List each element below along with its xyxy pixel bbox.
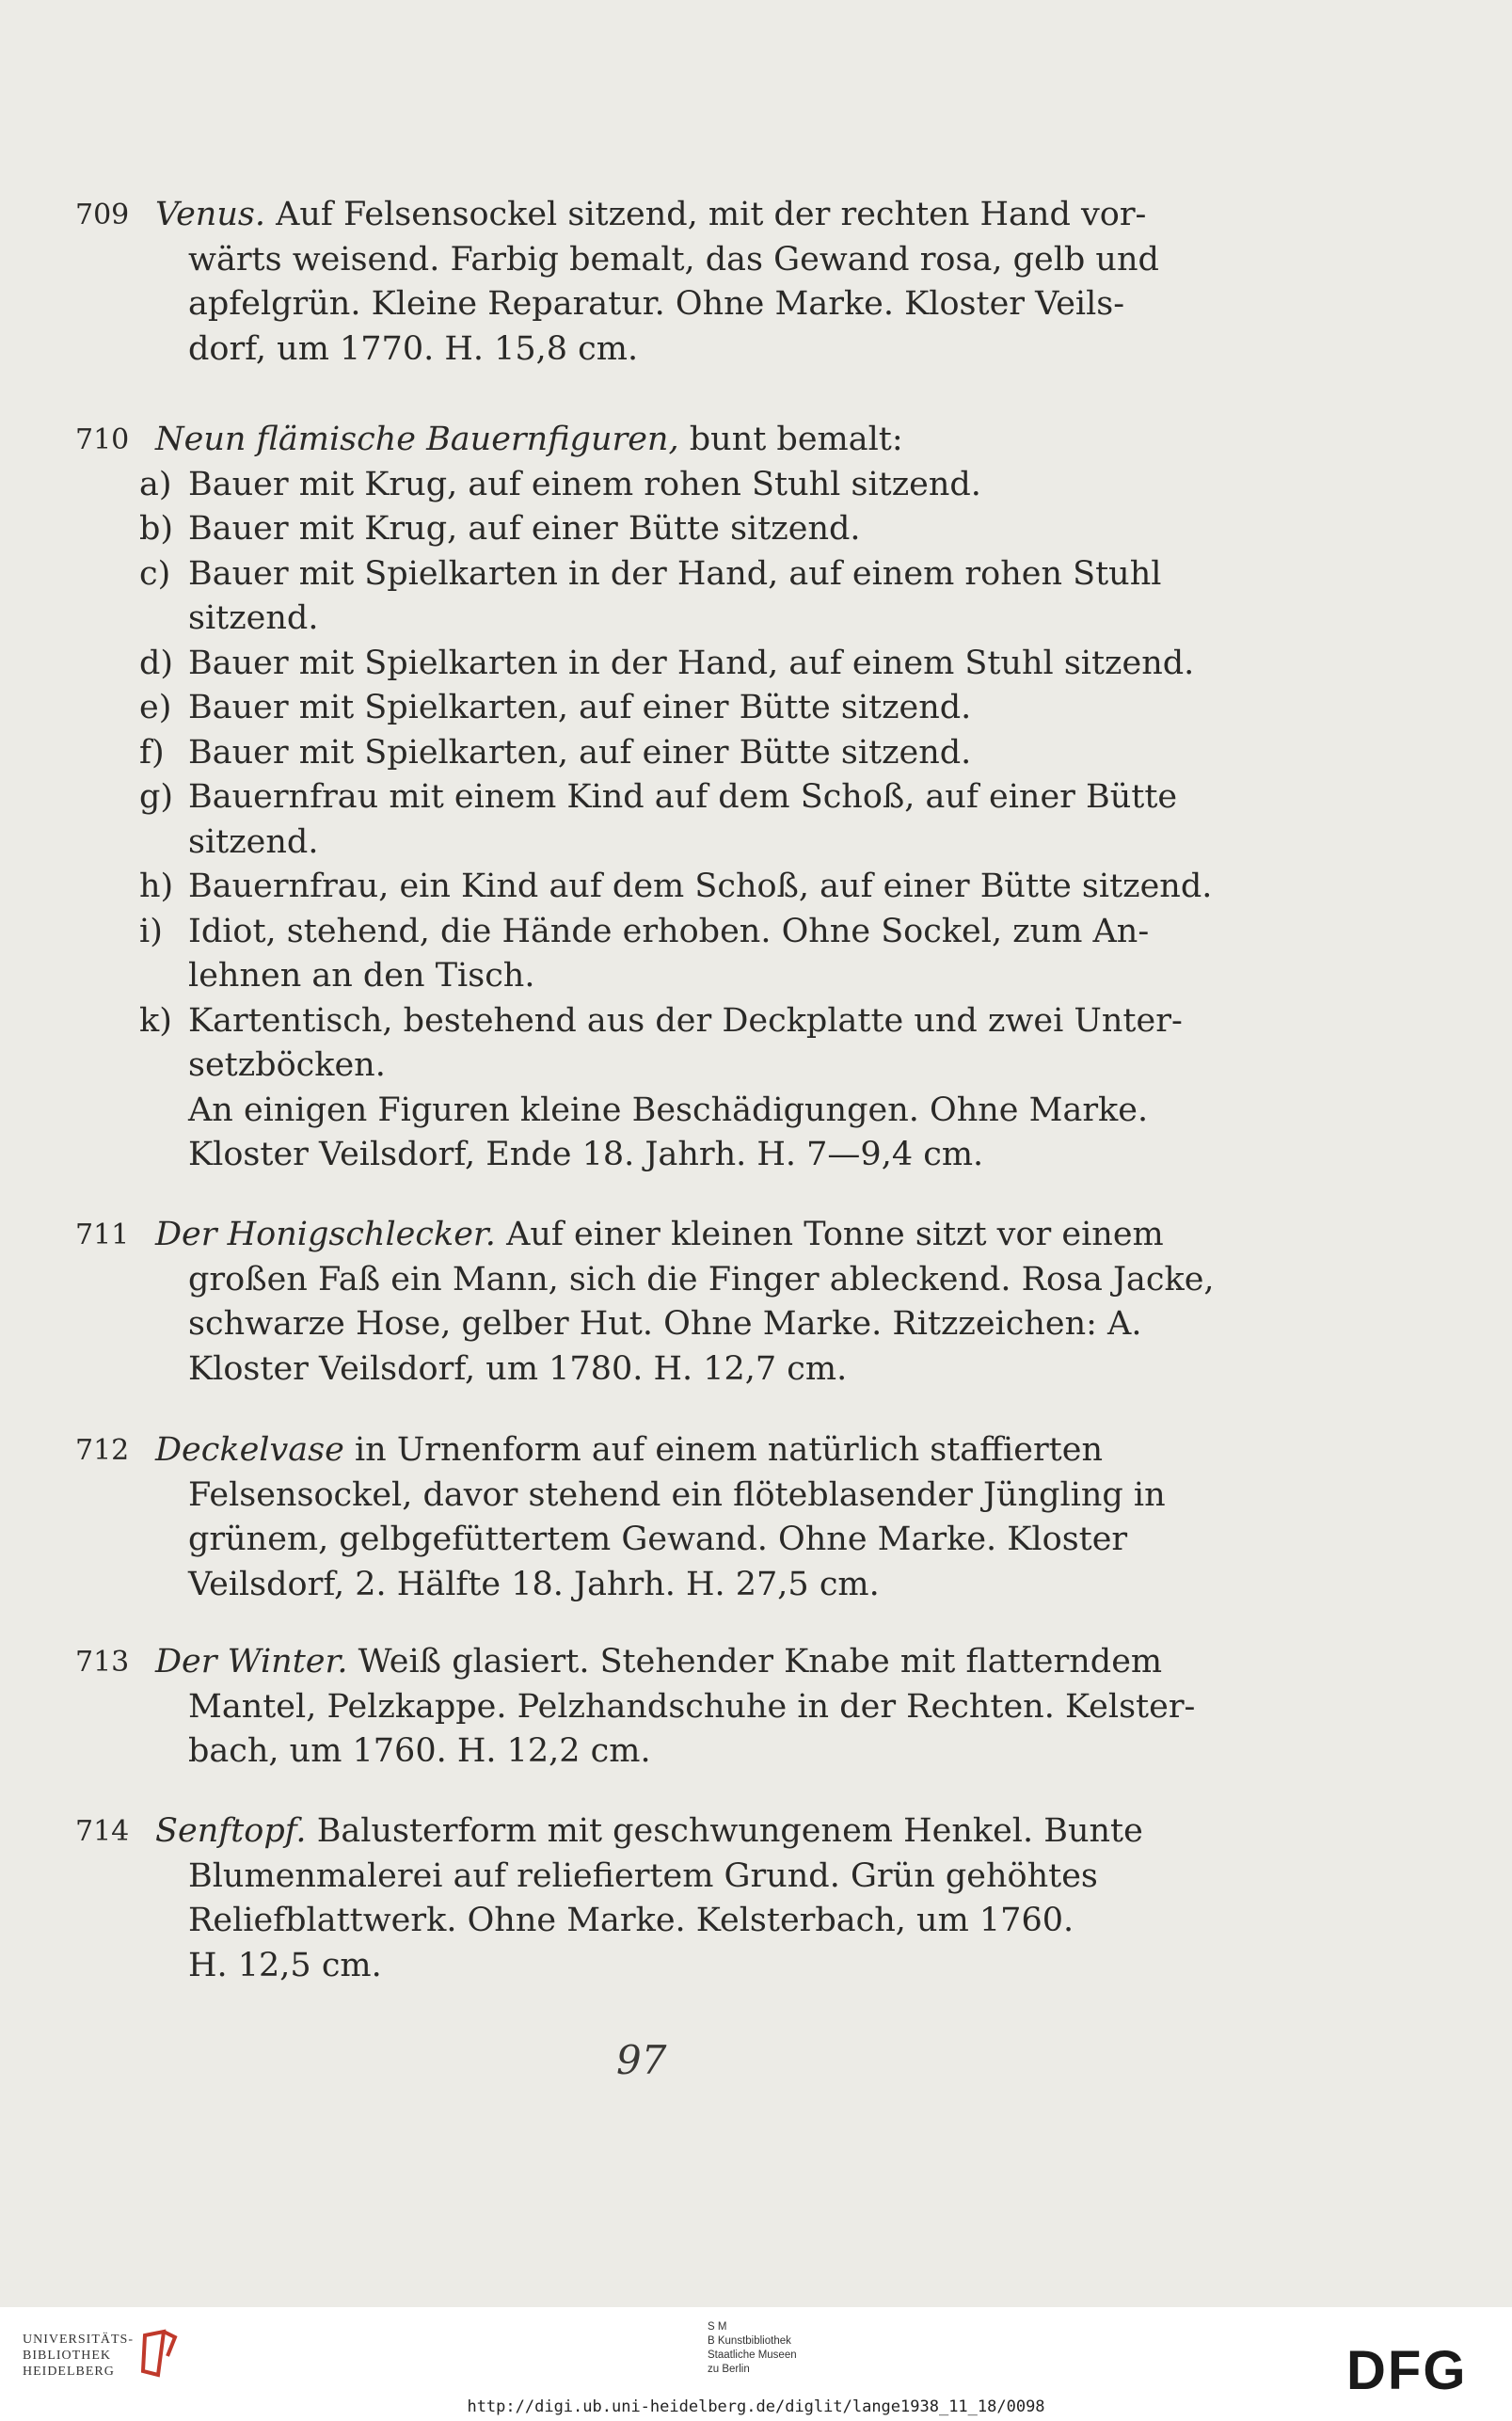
item-letter: a) bbox=[139, 465, 172, 503]
entry-first-line bbox=[75, 193, 1157, 238]
entry-title: Senftopf. bbox=[155, 1812, 307, 1850]
list-item bbox=[75, 552, 1162, 597]
dfg-logo: DFG bbox=[1346, 2340, 1468, 2401]
entry-text: schwarze Hose, gelber Hut. Ohne Marke. Ritzzeichen: A. bbox=[188, 1305, 1142, 1343]
university-line: UNIVERSITÄTS- bbox=[23, 2333, 134, 2347]
catalog-entry-713 bbox=[75, 1640, 1196, 1775]
entry-text: bach, um 1760. H. 12,2 cm. bbox=[188, 1732, 651, 1770]
item-letter: b) bbox=[139, 510, 174, 548]
entry-title: Neun flämische Bauernfiguren, bbox=[155, 421, 679, 458]
smb-line: Staatliche Museen bbox=[708, 2349, 797, 2361]
catalog-entry-711 bbox=[75, 1213, 1215, 1392]
entry-text: Weiß glasiert. Stehender Knabe mit flatterndem bbox=[358, 1643, 1163, 1680]
item-letter: f) bbox=[139, 733, 165, 772]
entry-text: Mantel, Pelzkappe. Pelzhandschuhe in der Rechten. Kelster- bbox=[188, 1687, 1196, 1726]
item-continuation: lehnen an den Tisch. bbox=[188, 957, 535, 995]
item-text: Idiot, stehend, die Hände erhoben. Ohne Sockel, zum An- bbox=[188, 912, 1150, 950]
university-line: BIBLIOTHEK bbox=[23, 2349, 111, 2363]
item-text: Bauernfrau, ein Kind auf dem Schoß, auf einer Bütte sitzend. bbox=[188, 868, 1213, 905]
entry-text: Kloster Veilsdorf, um 1780. H. 12,7 cm. bbox=[188, 1349, 848, 1388]
list-item bbox=[75, 999, 1183, 1044]
item-letter: h) bbox=[139, 868, 174, 905]
entry-text: Blumenmalerei auf reliefiertem Grund. Grün gehöhtes bbox=[188, 1856, 1098, 1895]
entry-text: in Urnenform auf einem natürlich staffierten bbox=[354, 1431, 1103, 1469]
entry-number: 714 bbox=[75, 1815, 130, 1848]
entry-text: bunt bemalt: bbox=[689, 421, 903, 458]
entry-title: Deckelvase bbox=[155, 1431, 344, 1469]
smb-line: zu Berlin bbox=[708, 2364, 750, 2375]
list-item bbox=[75, 686, 1157, 731]
entry-text: apfelgrün. Kleine Reparatur. Ohne Marke. Kloster Veils- bbox=[188, 285, 1125, 323]
item-continuation: sitzend. bbox=[188, 599, 319, 637]
item-text: Bauer mit Spielkarten, auf einer Bütte sitzend. bbox=[188, 733, 972, 772]
entry-text: Kloster Veilsdorf, Ende 18. Jahrh. H. 7—9,4 cm. bbox=[188, 1136, 984, 1173]
smb-line: B Kunstbibliothek bbox=[708, 2335, 791, 2347]
page-number: 97 bbox=[616, 2037, 667, 2083]
entry-text: dorf, um 1770. H. 15,8 cm. bbox=[188, 329, 639, 368]
entry-number: 713 bbox=[75, 1646, 130, 1679]
list-item bbox=[75, 731, 1157, 776]
entry-text: H. 12,5 cm. bbox=[188, 1946, 382, 1984]
list-item bbox=[75, 507, 1157, 552]
list-item bbox=[75, 865, 1213, 910]
heidelberg-logo-icon bbox=[139, 2328, 181, 2381]
entry-number: 710 bbox=[75, 423, 130, 456]
item-text: Bauer mit Spielkarten in der Hand, auf einem rohen Stuhl bbox=[188, 554, 1162, 593]
list-item bbox=[75, 910, 1157, 955]
item-letter: d) bbox=[139, 644, 174, 682]
entry-number: 711 bbox=[75, 1218, 130, 1251]
smb-kunstbibliothek-label bbox=[708, 2320, 797, 2377]
smb-line: S M bbox=[708, 2321, 727, 2333]
permalink-url[interactable]: http://digi.ub.uni-heidelberg.de/diglit/lange1938_11_18/0098 bbox=[467, 2397, 1045, 2416]
item-text: Bauer mit Krug, auf einem rohen Stuhl sitzend. bbox=[188, 465, 981, 503]
item-letter: e) bbox=[139, 689, 172, 726]
catalog-entry-709 bbox=[75, 193, 1157, 372]
entry-text: Veilsdorf, 2. Hälfte 18. Jahrh. H. 27,5 cm. bbox=[188, 1565, 880, 1603]
list-item bbox=[75, 463, 1157, 508]
item-letter: i) bbox=[139, 912, 163, 950]
item-continuation: sitzend. bbox=[188, 822, 319, 861]
catalog-entry-710 bbox=[75, 418, 1213, 1178]
entry-number: 712 bbox=[75, 1434, 130, 1467]
entry-first-line bbox=[75, 418, 1157, 463]
entry-title: Venus. bbox=[155, 196, 265, 233]
entry-text: grünem, gelbgefüttertem Gewand. Ohne Marke. Kloster bbox=[188, 1521, 1128, 1558]
entry-text: Felsensockel, davor stehend ein flöteblasender Jüngling in bbox=[188, 1475, 1166, 1514]
catalog-entry-712 bbox=[75, 1428, 1166, 1607]
entry-text: wärts weisend. Farbig bemalt, das Gewand rosa, gelb und bbox=[188, 240, 1159, 279]
university-library-label bbox=[23, 2332, 134, 2380]
item-letter: c) bbox=[139, 554, 171, 593]
entry-first-line bbox=[75, 1213, 1164, 1258]
entry-text: An einigen Figuren kleine Beschädigungen. Ohne Marke. bbox=[188, 1091, 1149, 1129]
entry-text: Auf Felsensockel sitzend, mit der rechten Hand vor- bbox=[276, 196, 1147, 233]
university-line: HEIDELBERG bbox=[23, 2365, 115, 2379]
entry-text: großen Faß ein Mann, sich die Finger ableckend. Rosa Jacke, bbox=[188, 1260, 1215, 1298]
item-continuation: setzböcken. bbox=[188, 1046, 386, 1084]
item-letter: g) bbox=[139, 778, 174, 816]
entry-number: 709 bbox=[75, 199, 130, 231]
footer-bar bbox=[0, 2307, 1512, 2421]
list-item bbox=[75, 775, 1178, 820]
item-text: Bauer mit Spielkarten in der Hand, auf einem Stuhl sitzend. bbox=[188, 644, 1195, 682]
entry-title: Der Honigschlecker. bbox=[155, 1216, 496, 1253]
entry-text: Balusterform mit geschwungenem Henkel. Bunte bbox=[316, 1812, 1143, 1850]
item-text: Bauernfrau mit einem Kind auf dem Schoß, auf einer Bütte bbox=[188, 778, 1178, 816]
item-text: Kartentisch, bestehend aus der Deckplatte und zwei Unter- bbox=[188, 1001, 1183, 1040]
entry-title: Der Winter. bbox=[155, 1643, 348, 1680]
entry-text: Auf einer kleinen Tonne sitzt vor einem bbox=[506, 1216, 1164, 1253]
entry-first-line bbox=[75, 1640, 1163, 1685]
catalog-entry-714 bbox=[75, 1809, 1157, 1988]
entry-text: Reliefblattwerk. Ohne Marke. Kelsterbach, um 1760. bbox=[188, 1902, 1074, 1939]
item-text: Bauer mit Krug, auf einer Bütte sitzend. bbox=[188, 510, 861, 548]
entry-first-line bbox=[75, 1809, 1157, 1855]
list-item bbox=[75, 642, 1195, 687]
item-text: Bauer mit Spielkarten, auf einer Bütte sitzend. bbox=[188, 689, 972, 726]
item-letter: k) bbox=[139, 1001, 172, 1040]
entry-first-line bbox=[75, 1428, 1157, 1473]
